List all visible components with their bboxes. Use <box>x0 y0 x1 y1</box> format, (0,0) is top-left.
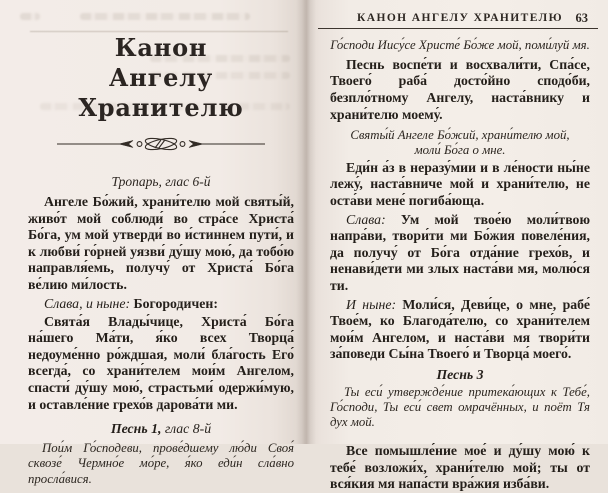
song3-heading <box>330 367 590 383</box>
tropar-paragraph: Ангеле Бо́жий, храни́телю мой святы́й, живо́т мой соблюди́ во стра́се Христа́ Бо́га, ум мой утверди́ во и́стиннем пути́, и к любви́ го́рней уязви́ ду́шу мою́, да тобо́ю направля́емь, получу́ от Христа́ Бо́га ве́лию ми́лость. <box>28 194 294 292</box>
song1-irmos: Пои́м Го́сподеви, прове́дшему лю́ди Своя́ сквозе́ Чермно́е мо́ре, я́ко еди́н сла́вно просла́вися. <box>28 441 294 486</box>
tropar-heading: Тропарь, глас 6-й <box>111 174 211 189</box>
troparion-3: Все помышле́ние мое́ и ду́шу мою́ к тебе́ возложи́х, храни́телю мой; ты от вся́кия мя напа́сти вра́жия изба́ви. <box>330 443 590 492</box>
bleedthrough-header <box>80 13 250 20</box>
refrain-angel-line-2: моли́ Бо́га о мне. <box>414 142 506 157</box>
book-title <box>28 33 294 123</box>
inyne-text: Моли́ся, Деви́це, о мне, рабе́ Твое́м, ко Благода́телю, со храни́телем мои́м Ангелом, и наста́ви мя твори́ти за́поведи Сы́на Твоего́ и Творца́ моего́. <box>330 296 590 362</box>
refrain-jesus-prayer: Го́споди Иису́се Христе́ Бо́же мой, поми́луй мя. <box>330 38 590 52</box>
slava-label: Слава: <box>346 211 386 227</box>
right-page <box>304 0 608 492</box>
running-header-title: КАНОН АНГЕЛУ ХРАНИТЕЛЮ <box>357 12 563 24</box>
slava-paragraph <box>330 212 590 295</box>
divider-flourish-icon <box>55 136 267 152</box>
slava-text: Ум мой твое́ю моли́твою напра́ви, твори́ти ми Бо́жия повеле́ния, да получу́ от Бо́га отда́ние грехо́в, и ненави́дети ми злых наста́ви мя, молю́ся ти. <box>330 211 590 293</box>
refrain-angel-line-1: Святы́й Ангеле Бо́жий, храни́телю мой, <box>350 128 570 143</box>
bogorodichen-label: Богородичен: <box>130 295 218 311</box>
troparion-1: Песнь воспе́ти и восхвали́ти, Спа́се, Твоего́ раба́ досто́йно сподо́би, безпло́тному Ангелу, наста́внику и храни́телю моему́. <box>330 56 590 122</box>
divider-wrap <box>28 136 294 157</box>
left-page <box>0 0 304 486</box>
bogorodichen-paragraph: Свята́я Влады́чице, Христа́ Бо́га на́шего Ма́ти, я́ко всех Творца́ недоуме́нно ро́ждшая, моли́ бла́гость Его́ всегда́, со храни́телем мои́м Ангелом, спасти́ ду́шу мою́, страстьми́ одержи́мую, и оставле́ние грехо́в дарова́ти ми. <box>28 313 294 412</box>
running-header <box>330 12 590 24</box>
bleedthrough-rule <box>30 31 288 32</box>
song3-irmos: Ты еси́ утвержде́ние притека́ющих к Тебе́, Го́споди, Ты еси́ свет омрачённых, и поёт Тя дух мой. <box>330 384 590 430</box>
song1-title: Песнь 1, <box>110 421 162 437</box>
book-title-line-2: Ангелу Хранителю <box>78 63 244 122</box>
refrain-angel <box>330 128 590 158</box>
troparion-2: Еди́н а́з в неразу́мии и в ле́ности ны́не лежу́, наста́вниче мой и храни́телю, не оста́ви мене́ погиба́юща. <box>330 159 590 208</box>
song1-heading <box>28 421 294 437</box>
song3-title: Песнь 3 <box>436 366 484 382</box>
slava-inyne-line <box>28 296 294 312</box>
inyne-label: И ныне: <box>346 296 397 312</box>
book-title-line-1: Канон <box>114 33 208 62</box>
page-number: 63 <box>575 11 588 25</box>
inyne-paragraph <box>330 297 590 363</box>
song1-glas: глас 8-й <box>161 421 212 437</box>
slava-inyne-label: Слава, и ныне: <box>44 295 131 311</box>
bleedthrough-page-number <box>20 13 40 20</box>
header-rule <box>318 28 598 29</box>
